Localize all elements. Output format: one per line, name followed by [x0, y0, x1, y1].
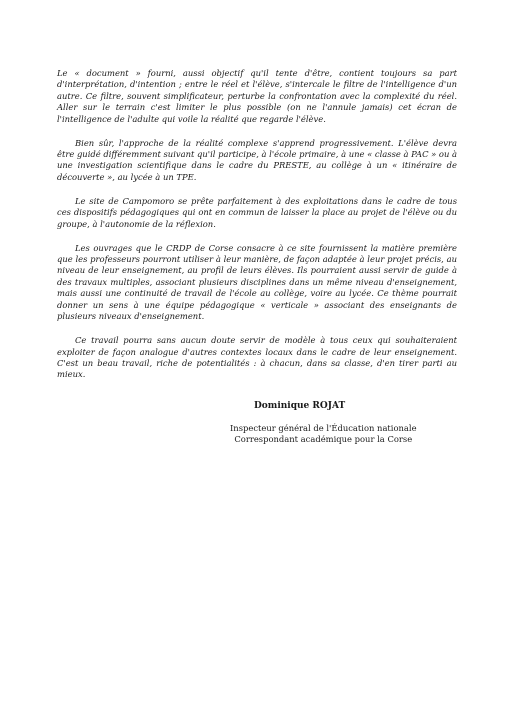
author-title-1: Inspecteur général de l'Éducation nationale — [230, 423, 417, 433]
paragraph: Ce travail pourra sans aucun doute servir de modèle à tous ceux qui souhaiteraient exploiter de façon analogue d'autres contextes locaux dans le cadre de leur enseignement. C'est un beau travail, riche de potentialités : à chacun, dans sa classe, d'en tirer parti au mieux. — [57, 335, 457, 380]
paragraph: Bien sûr, l'approche de la réalité complexe s'apprend progressivement. L'élève devra être guidé différemment suivant qu'il participe, à l'école primaire, à une « classe à PAC » ou à une investigation scientifique dans le cadre du PRESTE, au collège à un « itinéraire de découverte », au lycée à un TPE. — [57, 137, 458, 182]
author-name: Dominique ROJAT — [254, 401, 346, 411]
paragraph: Le site de Campomoro se prête parfaitement à des exploitations dans le cadre de tous ces dispositifs pédagogiques qui ont en commun de laisser la place au projet de l'élève ou du groupe, à l'autonomie de la réflexion. — [57, 195, 457, 229]
body-text — [57, 68, 457, 393]
paragraph: Le « document » fourni, aussi objectif qu'il tente d'être, contient toujours sa part d'interprétation, d'intention ; entre le réel et l'élève, s'intercale le filtre de l'intelligence d'un autre. Ce filtre, souvent simplificateur, perturbe la confrontation avec la complexité du réel. Aller sur le terrain c'est limiter le plus possible (on ne l'annule jamais) cet écran de l'intelligence de l'adulte qui voile la réalité que regarde l'élève. — [57, 68, 457, 124]
paragraph: Les ouvrages que le CRDP de Corse consacre à ce site fournissent la matière première que les professeurs pourront utiliser à leur manière, de façon adaptée à leur projet précis, au niveau de leur enseignement, au profil de leurs élèves. Ils pourraient aussi servir de guide à des travaux multiples, associant plusieurs disciplines dans un même niveau d'enseignement, mais aussi une continuité de travail de l'école au collège, voire au lycée. Ce thème pourrait donner un sens à une équipe pédagogique « verticale » associant des enseignants de plusieurs niveaux d'enseignement. — [57, 242, 457, 322]
author-title-2: Correspondant académique pour la Corse — [234, 434, 413, 445]
author-titles — [230, 423, 417, 446]
